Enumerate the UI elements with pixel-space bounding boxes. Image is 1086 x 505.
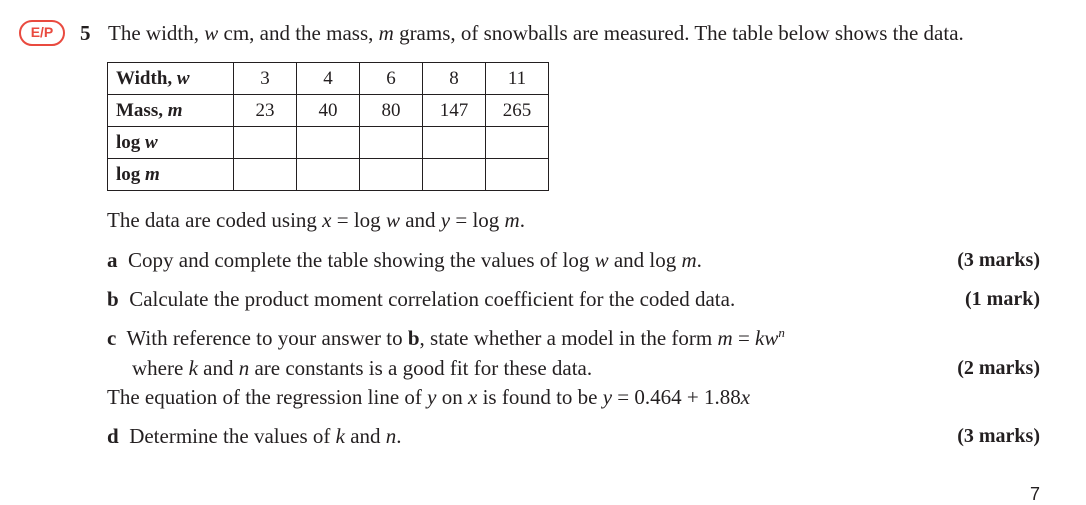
part-label-d: d: [107, 424, 119, 448]
part-c-text-5: and: [197, 356, 239, 380]
page-number: 7: [1029, 484, 1040, 504]
part-d-marks: (3 marks): [957, 425, 1040, 447]
table-cell-blank: [234, 127, 297, 159]
question-intro: [108, 21, 964, 46]
regression-text-2: on: [436, 385, 468, 409]
coding-statement: [107, 208, 525, 233]
part-c-line-2: [132, 356, 592, 381]
var-n: n: [238, 356, 250, 380]
part-label-b: b: [107, 287, 119, 311]
part-c-ref: b: [407, 326, 420, 350]
row-header-log-w: [108, 127, 234, 159]
part-c-text-3: =: [732, 326, 756, 350]
table-cell-blank: [423, 159, 486, 191]
part-d-text-2: and: [344, 424, 386, 448]
var-m: m: [681, 248, 697, 272]
part-a-text-2: and log: [608, 248, 682, 272]
table-cell: 40: [297, 95, 360, 127]
part-d-text-1: Determine the values of: [129, 424, 336, 448]
part-c-text-2: , state whether a model in the form: [419, 326, 718, 350]
coding-text-5: .: [519, 208, 525, 232]
part-b-text: Calculate the product moment correlation coefficient for the coded data.: [129, 287, 736, 311]
var-n-exponent: n: [778, 325, 785, 340]
table-cell: 6: [360, 63, 423, 95]
table-cell-blank: [360, 127, 423, 159]
part-d-text-3: .: [396, 424, 402, 448]
table-cell-blank: [360, 159, 423, 191]
row-header-mass: [108, 95, 234, 127]
table-cell-blank: [486, 159, 549, 191]
part-label-c: c: [107, 326, 117, 350]
regression-text-1: The equation of the regression line of: [107, 385, 428, 409]
regression-text-4: = 0.464 + 1.88: [612, 385, 741, 409]
table-cell: 3: [234, 63, 297, 95]
row-header-var: w: [145, 131, 158, 153]
exam-practice-badge: E/P: [19, 20, 65, 46]
var-m: m: [717, 326, 733, 350]
question-number: 5: [80, 21, 91, 45]
row-header-text: log: [116, 163, 146, 185]
table-row: [108, 127, 549, 159]
table-cell-blank: [297, 127, 360, 159]
table-cell: 23: [234, 95, 297, 127]
var-x: x: [740, 385, 751, 409]
regression-statement: [107, 385, 750, 410]
var-w: w: [385, 208, 400, 232]
table-cell: 11: [486, 63, 549, 95]
part-a: [107, 248, 702, 273]
regression-text-3: is found to be: [477, 385, 603, 409]
table-cell-blank: [423, 127, 486, 159]
var-m: m: [504, 208, 520, 232]
part-c-text-4: where: [132, 356, 189, 380]
table-cell-blank: [486, 127, 549, 159]
part-b: [107, 287, 735, 312]
part-c-text-6: are constants is a good fit for these data.: [249, 356, 593, 380]
var-y: y: [602, 385, 613, 409]
part-a-marks: (3 marks): [957, 249, 1040, 271]
coding-text-1: The data are coded using: [107, 208, 323, 232]
var-w: w: [204, 21, 219, 45]
part-b-marks: (1 mark): [965, 288, 1040, 310]
row-header-log-m: [108, 159, 234, 191]
part-c-line-1: [107, 326, 785, 351]
part-a-text-1: Copy and complete the table showing the values of log: [128, 248, 595, 272]
intro-text-1: The width,: [108, 21, 205, 45]
row-header-var: m: [167, 99, 183, 121]
part-label-a: a: [107, 248, 118, 272]
row-header-text: log: [116, 131, 146, 153]
var-kw: kw: [755, 326, 779, 350]
row-header-var: w: [176, 67, 190, 89]
part-c-marks: (2 marks): [957, 357, 1040, 379]
var-k: k: [335, 424, 345, 448]
data-table: [107, 62, 549, 191]
intro-text-2: cm, and the mass,: [218, 21, 379, 45]
row-header-width: [108, 63, 234, 95]
coding-text-3: and: [399, 208, 441, 232]
var-k: k: [188, 356, 198, 380]
table-cell: 80: [360, 95, 423, 127]
var-x: x: [322, 208, 332, 232]
table-row: [108, 95, 549, 127]
var-n: n: [385, 424, 397, 448]
table-cell: 147: [423, 95, 486, 127]
part-a-text-3: .: [696, 248, 702, 272]
var-x: x: [467, 385, 478, 409]
var-m: m: [378, 21, 394, 45]
intro-text-3: grams, of snowballs are measured. The table below shows the data.: [393, 21, 964, 45]
table-cell-blank: [234, 159, 297, 191]
var-y: y: [440, 208, 451, 232]
table-cell: 8: [423, 63, 486, 95]
var-y: y: [427, 385, 437, 409]
row-header-var: m: [145, 163, 160, 185]
table-row: [108, 63, 549, 95]
coding-text-2: = log: [331, 208, 386, 232]
table-cell: 4: [297, 63, 360, 95]
table-cell-blank: [297, 159, 360, 191]
coding-text-4: = log: [450, 208, 505, 232]
table-row: [108, 159, 549, 191]
var-w: w: [594, 248, 609, 272]
row-header-text: Width,: [116, 67, 177, 89]
table-cell: 265: [486, 95, 549, 127]
part-d: [107, 424, 402, 449]
row-header-text: Mass,: [116, 99, 168, 121]
part-c-text-1: With reference to your answer to: [126, 326, 408, 350]
